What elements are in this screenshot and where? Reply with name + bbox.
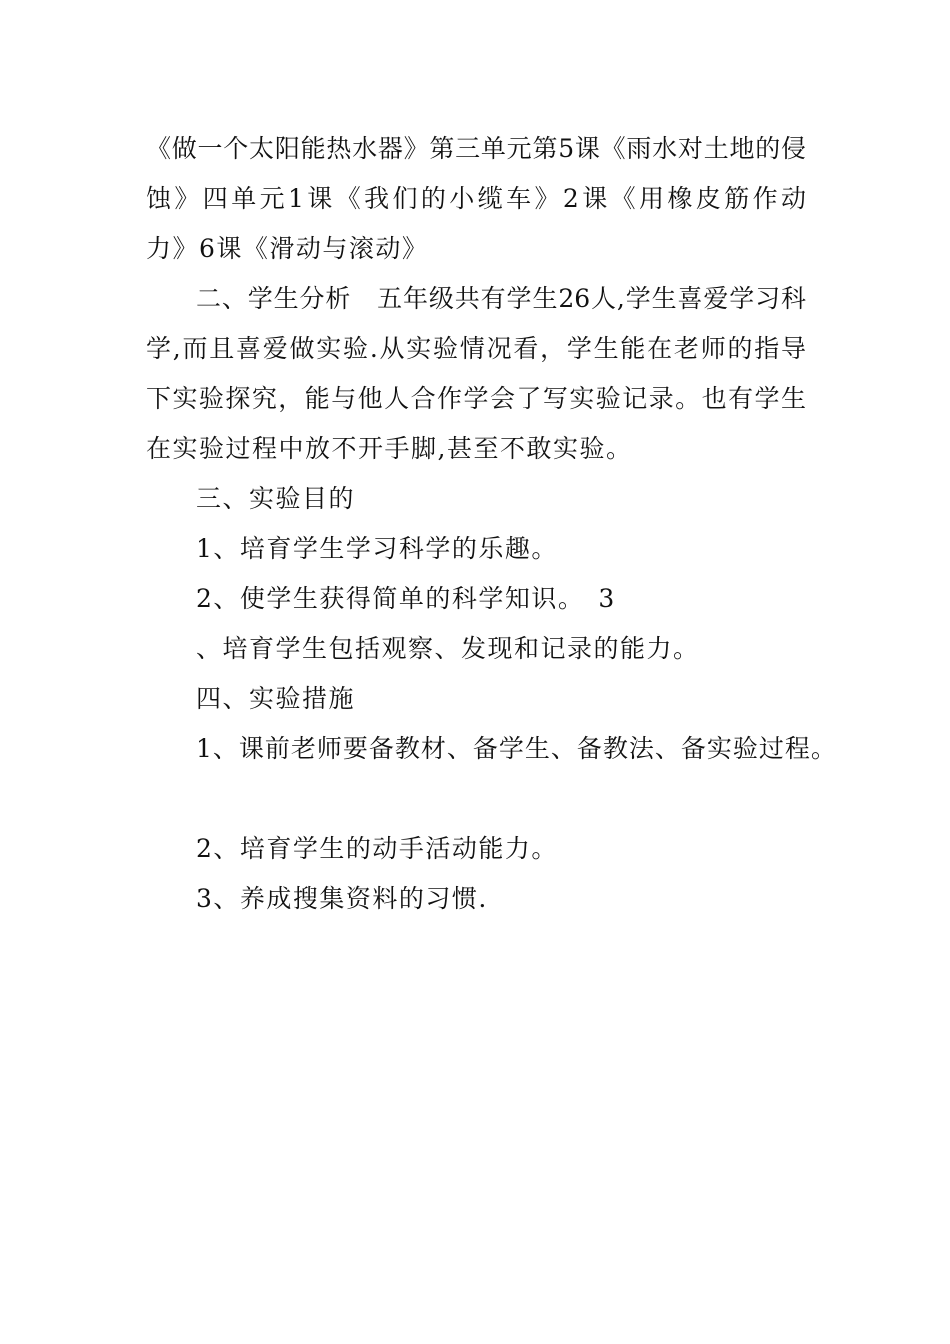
goal-item-1: 1、培育学生学习科学的乐趣。 [196, 534, 558, 563]
measure-item-3: 3、养成搜集资料的习惯. [196, 884, 488, 913]
section-heading-experiment-measures: 四、实验措施 [196, 684, 356, 713]
measure-item-2: 2、培育学生的动手活动能力。 [196, 834, 558, 863]
paragraph-lesson-list-line-2: 蚀》四单元1课《我们的小缆车》2课《用橡皮筋作动 [146, 184, 806, 213]
measure-item-1: 1、课前老师要备教材、备学生、备教法、备实验过程。 [196, 734, 837, 763]
section-heading-student-analysis: 二、学生分析 五年级共有学生26人,学生喜爱学习科 [196, 284, 806, 313]
paragraph-lesson-list-line-1: 《做一个太阳能热水器》第三单元第5课《雨水对土地的侵 [146, 134, 806, 163]
paragraph-lesson-list-line-3: 力》6课《滑动与滚动》 [146, 234, 429, 263]
section-heading-experiment-goals: 三、实验目的 [196, 484, 356, 513]
goal-item-3: 、培育学生包括观察、发现和记录的能力。 [196, 634, 700, 663]
goal-item-2: 2、使学生获得简单的科学知识。 3 [196, 584, 616, 613]
student-analysis-line-3: 下实验探究，能与他人合作学会了写实验记录。也有学生 [146, 384, 806, 413]
student-analysis-line-2: 学,而且喜爱做实验.从实验情况看，学生能在老师的指导 [146, 334, 806, 363]
student-analysis-line-4: 在实验过程中放不开手脚,甚至不敢实验。 [146, 434, 633, 463]
